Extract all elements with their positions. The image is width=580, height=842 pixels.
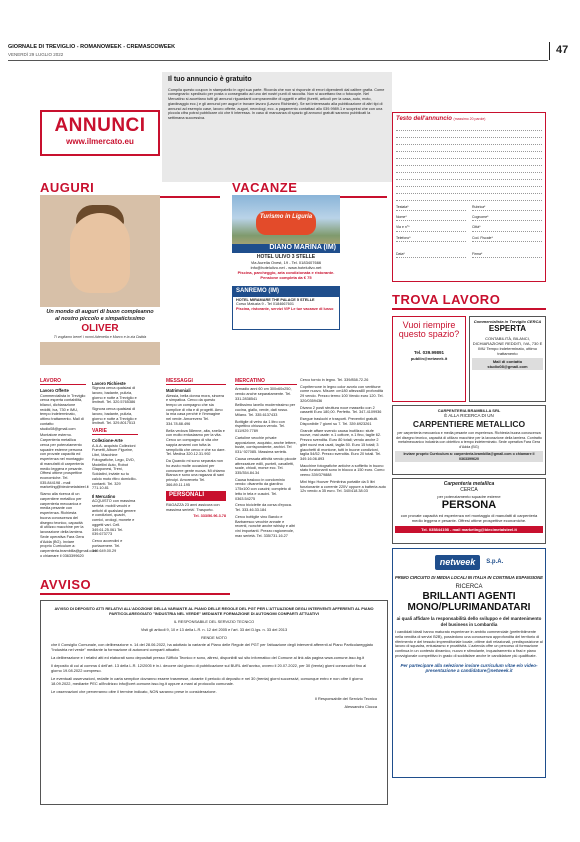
carp2-desc: con provate capacità ed esperienza nel montaggio di manufatti di carpenteria medio leggera e pesante. Offresi ottime prospettive economiche.	[400, 513, 538, 524]
auguri-ad	[40, 195, 160, 365]
lavoro-offerte-item: Siamo alla ricerca di un carpentiere metallico per carpenteria meccanica e media pesante con esperienza. Richiesta buona conoscenza del disegno tecnico, capacità di utilizzo macchine per la lavorazione della lamiera. Sede operativa Fara Gera d'Adda (BG). Inviare proprio Curriculum a: carpenteria.brambilla@gmail.com o chiamare il 0363399620	[40, 492, 97, 558]
carp2-contact[interactable]: Tel. 035844198 - mail marketing@biecimetalsteel.it	[395, 526, 543, 533]
vuoi-riempire-ad	[392, 316, 466, 402]
sanremo-address: Corso Matuzia 9 - Tel 0184667601	[236, 302, 294, 307]
personali-tel: Tel. 333/56.96.3.78	[193, 514, 226, 519]
mercatino-item: Mini frigo Hoover Primitrina portatile da 5 litri funzionante a corrente 220V oppure a batteria auto 12v vendo a 35 euro. Tel. 340/418.38.03	[300, 479, 386, 494]
netweek-spa: S.p.A.	[486, 558, 504, 565]
mercatino-item: Cerco bottiglie vino Barolo e Barbaresco vecchie annate e recenti, nonchè anche whisky e altri vini importanti. Prezzo ragionevole, max serietà. Tel. 335/731.16.27	[235, 514, 296, 538]
il-mercatino-item: Cerco accendini e portacenere. Tel. 349.649.00.29	[92, 539, 123, 553]
mercatino-heading: MERCATINO	[235, 378, 297, 385]
carp2-title: PERSONA	[441, 498, 497, 511]
il-mercatino-item: ACQUISTO con massima serietà: mobili vecchi e antichi di qualsiasi genere e condizioni, quadri, cornici, orologi, monete e oggetti vari. Cell. 349.61.25.061 Tel. 039.673773	[92, 499, 136, 537]
netweek-intro: PRIMO CIRCUITO DI MEDIA LOCALI IN ITALIA IN CONTINUA ESPANSIONE	[395, 575, 543, 581]
coupon-text-lines[interactable]	[396, 124, 542, 201]
esperta-desc: CONTABILITÀ, BILANCI, DICHIARAZIONE REDDITI, IVA, 730 E IMU Tempo indeterminato, ottimo trattamento	[472, 336, 543, 356]
field-rubrica[interactable]: Rubrica*	[472, 205, 542, 211]
netweek-logo: netweek	[435, 555, 481, 570]
avviso-sign-role: Il Responsabile del Servizio Tecnico	[315, 696, 377, 702]
vuoi-riempire-text: Vuoi riempire questo spazio?	[398, 320, 460, 340]
netweek-ricerca: RICERCA	[455, 583, 483, 590]
trova-lavoro-rule	[392, 308, 546, 310]
free-ad-title: Il tuo annuncio è gratuito	[168, 76, 252, 83]
netweek-subtitle: ai quali affidare la responsabilità dello sviluppo e del mantenimento del business in Lombardia	[396, 616, 542, 627]
coupon-subtitle: (massimo 20 parole)	[453, 117, 486, 121]
avviso-paragraph: che il Consiglio Comunale, con deliberazione n. 14 del 28.06.2022, ha adottato la variante al Piano delle Regole del PGT per l'attuazione degli interventi afferenti al Piano Particolareggiato "Industria nel verde" mediante la formazione di autonomi comparti attuativi.	[51, 642, 374, 653]
lavoro-offerte-item: Montatore esterno. Carpenteria metallica cerca per potenziamento squadre esterne persona con provate capacità ed esperienza nel montaggio di manufatti di carpenteria medio leggera e pesante. Offresi ottime prospettive economiche. Tel. 035.844198 - mail marketing@biecimetalsteel.it	[40, 433, 89, 490]
free-ad-text: Compila questo coupon in stampatello in ogni sua parte. Ricorda che non si risponde di errori dipendenti dal calibre grafia. Come consegnarlo: spedisclo per posta o consegnatlo ad uno dei nostri punti di raccolta. Non si accettano fax o fotocopie. Nel Mercatino si accettano tutti gli annunci riguardanti compravendite di oggetti e affini (furetti, articoli per la casa, auto, moto, giardinaggio ecc.) e gli annunci per auguri e trovare lavoro (Lavoro Richieste). Se sei interessato alla pubblicazione di altri tipi di annunci ad esempio case, lavoro offerte, auguri, necrologi, ecc. a pagamento contattaci allo 039.9989.1 e scoprirai che con una piccola cifra potrai pubblicare ciò che ti interessa. In caso di mancanza di spazio gli annunci gratuiti saranno pubblicati la settimana successiva.	[168, 87, 385, 121]
baby-photo	[70, 213, 130, 293]
mercatino-column-2	[300, 378, 386, 496]
annunci-title: ANNUNCI	[54, 115, 146, 136]
header-rule	[8, 60, 548, 61]
lavoro-column	[40, 378, 97, 560]
lavoro-heading: LAVORO	[40, 378, 86, 385]
carp1-cv[interactable]: Inviare proprio Curriculum a: carpenteria.brambilla@gmail.com o chiamare il 0363399620	[395, 451, 543, 462]
hotel-ulivo-info	[232, 254, 340, 284]
page-number-divider	[549, 42, 550, 60]
annunci-url[interactable]: www.ilmercato.eu	[66, 137, 134, 146]
sanremo-band: SANREMO (IM)	[233, 287, 339, 297]
lavoro-offerte-item: Commercialista in Treviglio cerca esperta contabilità, bilanci, dichiarazione redditi, iva, 730 e IMU, tempo indeterminato, ottimo trattamento. Mail di contatto studio08@gmail.com	[40, 393, 86, 431]
carp2-cerca: CERCA	[460, 487, 478, 494]
auguri-line2: al nostro piccolo e simpaticissimo	[55, 315, 145, 322]
varie-heading: VARIE	[92, 428, 138, 435]
avviso-paragraph: La deliberazione e i relativi atti ed elaborati sono depositati presso l'Ufficio Tecnico e sono, altresì, disponibili sul sito informatico del Comune al link alla pagina www.comune.isso.bg.it	[51, 655, 365, 661]
carp2-head: Carpenteria metallica	[443, 481, 495, 487]
lavoro-richieste-column	[92, 378, 138, 555]
esperta-mail[interactable]: Mail di contatto studio08@gmail.com	[472, 358, 543, 370]
collezione-item: A.A.A. acquisto Collezioni Fumetti, Album Figurine, Libri, Macchine Fotografiche, Lego, DVD, Modellini Auto, Robot Giapponesi, Treni, Soldatini, inviate su tu calcio moto ritiro domicilio- contanti. Tel. 329 771.10.81	[92, 443, 137, 491]
avviso-rule	[40, 593, 230, 595]
netweek-cta[interactable]: Per partecipare alla selezione inviare curriculum vitae e/o video-presentazione a candidature@netweek.it	[400, 662, 538, 674]
field-citta[interactable]: Città*	[472, 225, 542, 231]
diano-marina-photo	[232, 195, 340, 253]
messaggi-item: Bella vedova 58enne, alta, snella e con molto entusiasmo per la vita. Cerco un compagno di vita che sappia amarmi con tutta la semplicità che cerco e che so dare. Tel. Mediva 320.12.31.992	[166, 428, 226, 457]
carp2-per: per potenziamento squadre esterne	[437, 493, 501, 499]
netweek-ad	[392, 548, 546, 778]
trova-lavoro-heading: TROVA LAVORO	[392, 292, 501, 307]
hotel-ulivo-web[interactable]: info@hotelulivo.net - www.hotelulivo.net	[250, 265, 322, 271]
messaggi-item: Alessia, bella donna mora, sincera e simpatica. Cerco da questo tempo un compagno che sia complice di vita e di progetti. Amo la mia casa perché è l'immagine nel verde. Amorevero Tel. 334.78.88.496	[166, 393, 225, 426]
netweek-body: I candidati ideali hanno maturato esperienze in ambito commerciale (preferibilmente nella vendita di servizi B2B), possiedono una conoscenza approfondita del territorio di riferimento e del tessuto imprenditoriale locale, ottime doti relazionali, predisposizione al lavoro di squadra, entusiasmo e proattività. L'azienda offre un percorso di formazione continua in un contesto dinamico, nuovo e stimolante, inquadramento a fissi e piano provvigionale competitivo in grado di soddisfare anche le candidature più qualificate.	[395, 630, 543, 658]
mercatino-item: Bottiglie di vetro da 1 litro con rispettivo chiusura vendo. Tel. 011/929.7789	[235, 419, 285, 434]
mercatino-subheading: Il Mercatino	[92, 493, 116, 499]
field-telefono[interactable]: Telefono*	[396, 236, 466, 242]
field-via[interactable]: Via e n°*	[396, 225, 466, 231]
field-data[interactable]: Data*	[396, 252, 466, 258]
hotel-ulivo-promo: Piscina, parcheggio, aria condizionata e ristorante. Pensione completa da € 75	[237, 270, 335, 281]
messaggi-heading: MESSAGGI	[166, 378, 226, 385]
diano-marina-banner: DIANO MARINA (IM)	[232, 244, 340, 253]
vacanze-heading: VACANZE	[232, 180, 298, 195]
esperta-title: ESPERTA	[488, 324, 527, 333]
newspaper-title: GIORNALE DI TREVIGLIO - ROMANOWEEK - CREMASCOWEEK	[8, 44, 176, 50]
mercatino-column	[235, 378, 297, 541]
mercatino-item: Divano 2 posti struttura noce massello con 2 cassetti Euro 180,00. Perfetto. Tel. 347-4109936	[300, 405, 382, 415]
carp1-intro: È ALLA RICERCA DI UN	[444, 413, 494, 418]
esperta-head: Commercialista in Treviglio CERCA	[473, 319, 542, 324]
field-codfiscale[interactable]: Cod. Fiscale*	[472, 236, 542, 242]
coupon-title	[396, 116, 542, 124]
sanremo-hotel: HOTEL MIRAMARE THE PALACE 5 STELLE	[236, 297, 315, 302]
lavoro-richieste-heading: Lavoro Richieste	[92, 381, 126, 386]
hotel-ulivo-address: Via Aurelia Ovest, 19 - Tel. 0183407666	[250, 260, 322, 266]
vuoi-riempire-tel[interactable]: Tel. 039.99891	[414, 349, 444, 355]
personali-item: RAGAZZA 23 anni assicura con massima serietà'. Trasporto.	[166, 502, 220, 512]
auguri-line3: Ti vogliamo bene! i nonni Adenetla e Marco e la zia Dalida	[53, 335, 147, 340]
mercatino-item: Causa cessata attività vendo piccole attrezzature edili, punteli, cavalletti, scale, chiodi, morse ecc. Tel. 335/354.84.34	[235, 456, 297, 475]
carp1-company: CARPENTERIA BRAMBILLA SRL	[437, 408, 501, 413]
netweek-title: BRILLANTI AGENTI MONO/PLURIMANDATARI	[407, 591, 531, 613]
mercatino-item: Copriternone in legno color avorio con ventitune come nuovo. Misure: cm180 altezza80 profondità 29 vendo. Prezzo termo 100 Vendo euro 120. Tel. 320/0359436	[300, 384, 384, 403]
field-testata[interactable]: Testata*	[396, 205, 466, 211]
mercatino-item: Grande affare svendo causa inutilizzo: stufe nuove, mai usate: n.1 cottore, n.1 fino, taglie 62. Prezzo svendita. Euro 80 totali; vendo anche 2 gilet nuovi mai usati, taglia 50. Euro 15 totali; 3 giacchetti di montone, tutti in buone condizioni, taglia 54/52. Prezzo svendita. Euro 20 totali. Tel. 349.16.06.893	[300, 428, 382, 462]
lavoro-richieste-item: Signora cerca qualsiasi di lavoro, badante, pulizia, giorno e notte a Treviglio e limitrofi. Tel. 329.8017513	[92, 407, 137, 426]
avviso-notice	[40, 600, 388, 805]
personali-heading: PERSONALI	[166, 491, 226, 501]
avviso-paragraph: Il deposito di cui al comma 4 dell'art. 13 della L.R. 12/2005 è in.i. decorre dal giorno di pubblicazione sul BURL dell'avviso, ovvero il 20.07.2022, per 30 (trenta) giorni consecutivi fino al giorno 19.08.2022 compreso.	[51, 663, 367, 673]
carp1-title: CARPENTIERE METALLICO	[412, 418, 526, 429]
avviso-heading: AVVISO	[40, 577, 92, 592]
sanremo-promo: Piscina, ristorante, servizi VIP Le tue vacanze di lusso	[236, 306, 334, 311]
field-cognome[interactable]: Cognome*	[472, 215, 542, 221]
issue-date: VENERDÌ 29 LUGLIO 2022	[8, 52, 64, 57]
mercatino-item: Armadio anni 60 cm 300x60x250, vendo anche separatamente. Tel. 331.2838541	[235, 387, 292, 401]
auguri-caption	[40, 307, 160, 342]
messaggi-item: Da Quando mi sono separata non ho avuto molte occasioni per conoscere gente nuova. Mi chiamo Bianca e sono una ragazza di sani principi. Amoreveto Tel. 366.89.11.195	[166, 459, 225, 487]
mercatino-item: Esegue traslochi e trasporti. Preventivi gratuiti. Disponibile 7 giorni su 7. Tel. 339.6923261	[300, 417, 379, 426]
avviso-sign-name: Alessandro Ciocca	[344, 704, 377, 710]
mercatino-item: Macchine fotografiche antiche a soffietto in buono stato funzionanti sono in blocco a 150 euro. Como veeno 339/379888	[300, 463, 385, 478]
mercatino-item: Cerco tornio in legno. Tel. 339/858.72.26	[300, 378, 369, 382]
lavoro-offerte-heading: Lavoro Offerte	[40, 388, 69, 394]
field-firma[interactable]: Firma*	[472, 252, 542, 258]
carpenteria-brambilla-ad	[392, 405, 546, 475]
avviso-legal-basis: Visti gli articoli 9, 10 e 13 della L.R. n. 12 del 2005 e l'art. 33 del D.lgs. n. 33 del 2013	[140, 626, 288, 632]
auguri-line1: Un mondo di auguri di buon compleanno	[46, 309, 154, 315]
mercatino-item: Causa trasloco in condominio vendo: divanetto da giardino 175x100 con cuscini; completo di letto in tela e cuscini. Tel. 0363.54275	[235, 477, 291, 501]
avviso-responsabile: IL RESPONSABILE DEL SERVIZIO TECNICO	[173, 618, 255, 624]
page-number: 47	[556, 44, 569, 56]
auguri-name: OLIVER	[81, 322, 119, 334]
avviso-paragraph: Le eventuali osservazioni, redatte in carta semplice dovranno essere trasmesse, durante il periodo di deposito e nei 30 (trenta) giorni successivi, comunque entro e non oltre il giorno 18.09.2022, mediante PEC all'indirizzo info@cert.comune.isso.bg.it oppure a mani al protocollo comunale.	[51, 675, 363, 686]
mercatino-item: Cerco biciclette da corsa d'epoca. Tel. 333.46.33.184	[235, 503, 292, 513]
ad-coupon-form	[392, 112, 546, 282]
coupon-title-text: Testo dell'annuncio	[396, 116, 452, 122]
sanremo-ad	[232, 286, 340, 330]
avviso-title: AVVISO DI DEPOSITO ATTI RELATIVI ALL'ADOZIONE DELLA VARIANTE AL PIANO DELLE REGOLE DEL PGT PER L'ATTUAZIONE DEGLI INTERVENTI AFFERENTI AL PIANO PARTICOLAREGGIATO "INDUSTRIA NEL VERDE" MEDIANTE FORMAZIONE DI AUTONOMI COMPARTI ATTUATIVI	[54, 606, 374, 616]
carpenteria-metallica-ad	[392, 478, 546, 544]
hotel-ulivo-name: HOTEL ULIVO 3 STELLE	[256, 254, 316, 260]
matrimoniali-heading: Matrimoniali	[166, 388, 191, 394]
esperta-ad	[469, 316, 546, 402]
vuoi-riempire-mail[interactable]: publiin@netweek.it	[410, 355, 448, 361]
mercatino-item: Bellissimo lavello modernissimo per cucina, giallo, verde, dati rosso. Milano. Tel. 335.6137433	[235, 403, 296, 417]
annunci-banner	[40, 110, 160, 156]
avviso-paragraph: Le osservazioni che perverranno oltre il termine indicato, NON saranno prese in considerazione.	[51, 688, 217, 694]
turismo-liguria-logo: Turismo in Liguria	[256, 211, 316, 235]
mercatino-item: Cartoline vecchie private apposizione, acquisto, anche lettere, buste, corrispondente, archivi. Tel 031/ 927085. Massima serietà.	[235, 435, 297, 455]
trova-lavoro-header	[392, 292, 546, 310]
messaggi-column	[166, 378, 226, 521]
lavoro-richieste-item: Signora cerca qualsiasi di lavoro, badante, pulizia, giorno e notte a Treviglio e limitrofi. Tel. 320.5765386	[92, 386, 137, 405]
field-nome[interactable]: Nome*	[396, 215, 466, 221]
collezione-heading: Collezione-Arte	[92, 438, 123, 444]
avviso-rende-noto: RENDE NOTO	[201, 634, 227, 640]
free-ad-info	[162, 72, 392, 182]
auguri-heading: AUGURI	[40, 180, 95, 195]
avviso-section-header	[40, 577, 230, 595]
carp1-desc: per carpenteria meccanica e media pesante con esperienza. Richiesta buona conoscenza del disegno tecnico, capacità di utilizzo macchine per la lavorazione della lamiera. Contratto metalmeccanico industria con obiettivo a tempo indeterminato. Sede operativa Fara Gera d'Adda (BG)	[396, 431, 542, 449]
